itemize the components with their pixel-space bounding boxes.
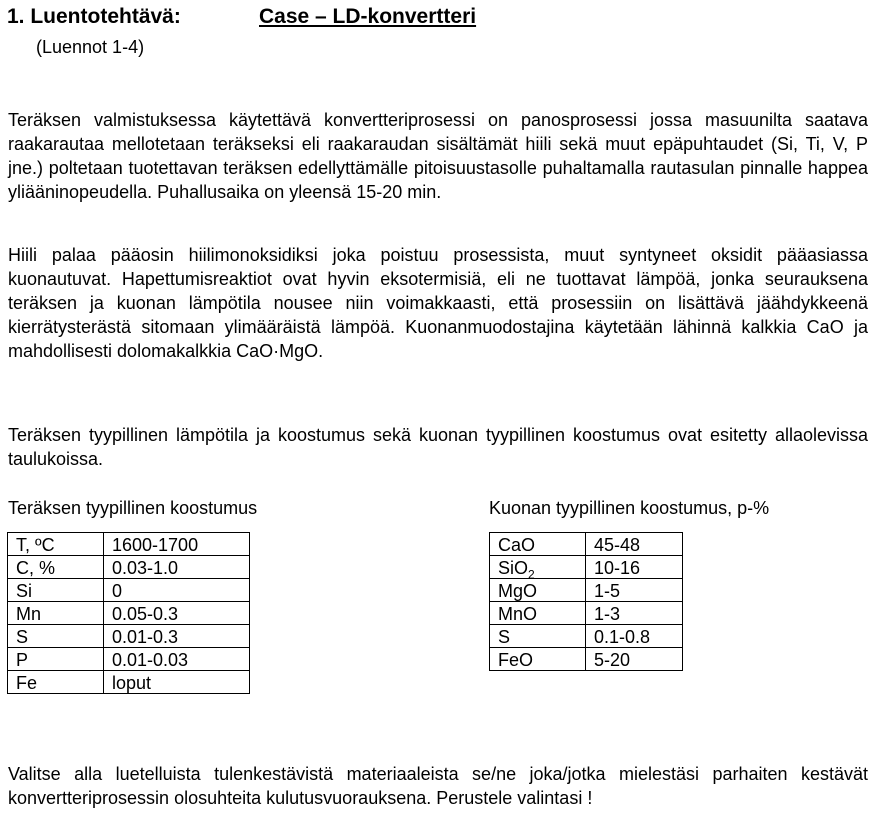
- steel-value-cell: 0.03-1.0: [104, 556, 250, 579]
- steel-value-cell: 0.01-0.3: [104, 625, 250, 648]
- steel-value-cell: 1600-1700: [104, 533, 250, 556]
- slag-key-cell: FeO: [490, 648, 586, 671]
- slag-composition-table: [489, 532, 683, 671]
- slag-key-subscript: 2: [528, 567, 535, 582]
- slag-key-cell: MnO: [490, 602, 586, 625]
- slag-value-cell: 1-3: [586, 602, 683, 625]
- steel-value-cell: loput: [104, 671, 250, 694]
- table-row: [8, 602, 250, 625]
- slag-value-cell: 10-16: [586, 556, 683, 579]
- steel-value-cell: 0.01-0.03: [104, 648, 250, 671]
- steel-key-cell: S: [8, 625, 104, 648]
- table-row: [8, 625, 250, 648]
- slag-table-caption: Kuonan tyypillinen koostumus, p-%: [489, 498, 770, 518]
- table-row: [8, 579, 250, 602]
- table-row: [490, 533, 683, 556]
- table-row: [490, 556, 683, 579]
- steel-key-cell: P: [8, 648, 104, 671]
- paragraph-tables-intro: Teräksen tyypillinen lämpötila ja koostumus sekä kuonan tyypillinen koostumus ovat esitetty allaolevissa taulukoissa.: [8, 425, 868, 469]
- steel-value-cell: 0: [104, 579, 250, 602]
- table-row: [8, 556, 250, 579]
- paragraph-task-instruction: Valitse alla luetelluista tulenkestävistä materiaaleista se/ne joka/jotka mielestäsi parhaiten kestävät konvertteriprosessin olosuhteita kulutusvuorauksena. Perustele valintasi !: [8, 764, 868, 808]
- paragraph-oxidation-reactions: Hiili palaa pääosin hiilimonoksidiksi joka poistuu prosessista, muut syntyneet oksidit pääasiassa kuonautuvat. Hapettumisreaktiot ovat hyvin eksotermisiä, eli ne tuottavat lämpöä, jonka seurauksena teräksen ja kuonan lämpötila nousee niin voimakkaasti, että prosessiin on lisättävä jäähdykkeenä kierrätysterästä sitomaan ylimääräistä lämpöä. Kuonanmuodostajina käytetään lähinnä kalkkia CaO ja mahdollisesti dolomakalkkia CaO·MgO.: [8, 245, 868, 361]
- slag-value-cell: 0.1-0.8: [586, 625, 683, 648]
- slag-key-base: SiO: [498, 557, 529, 578]
- steel-key-cell: T, ºC: [8, 533, 104, 556]
- steel-key-cell: Si: [8, 579, 104, 602]
- steel-value-cell: 0.05-0.3: [104, 602, 250, 625]
- steel-key-cell: Fe: [8, 671, 104, 694]
- slag-value-cell: 45-48: [586, 533, 683, 556]
- steel-key-cell: Mn: [8, 602, 104, 625]
- table-row: [8, 671, 250, 694]
- case-title: Case – LD-konvertteri: [259, 5, 477, 28]
- slag-key-cell: CaO: [490, 533, 586, 556]
- table-row: [490, 579, 683, 602]
- assignment-heading: [7, 4, 476, 30]
- slag-key-cell: MgO: [490, 579, 586, 602]
- steel-composition-table: [7, 532, 250, 694]
- table-row: [490, 602, 683, 625]
- steel-key-cell: C, %: [8, 556, 104, 579]
- table-row: [8, 648, 250, 671]
- slag-key-cell: S: [490, 625, 586, 648]
- steel-table-caption: Teräksen tyypillinen koostumus: [8, 498, 258, 518]
- table-row: [490, 648, 683, 671]
- paragraph-process-description: Teräksen valmistuksessa käytettävä konvertteriprosessi on panosprosessi jossa masuunilta saatava raakarautaa mellotetaan teräkseksi eli raakaraudan sisältämät hiili sekä muut epäpuhtaudet (Si, Ti, V, P jne.) poltetaan tuotettavan teräksen edellyttämälle pitoisuustasolle puhaltamalla rautasulan pinnalle happea yliääninopeudella. Puhallusaika on yleensä 15-20 min.: [8, 110, 868, 202]
- table-row: [490, 625, 683, 648]
- slag-key-cell: [490, 556, 586, 582]
- slag-value-cell: 1-5: [586, 579, 683, 602]
- lecture-reference: (Luennot 1-4): [36, 37, 145, 57]
- slag-value-cell: 5-20: [586, 648, 683, 671]
- assignment-number-title: 1. Luentotehtävä:: [7, 5, 181, 28]
- table-row: [8, 533, 250, 556]
